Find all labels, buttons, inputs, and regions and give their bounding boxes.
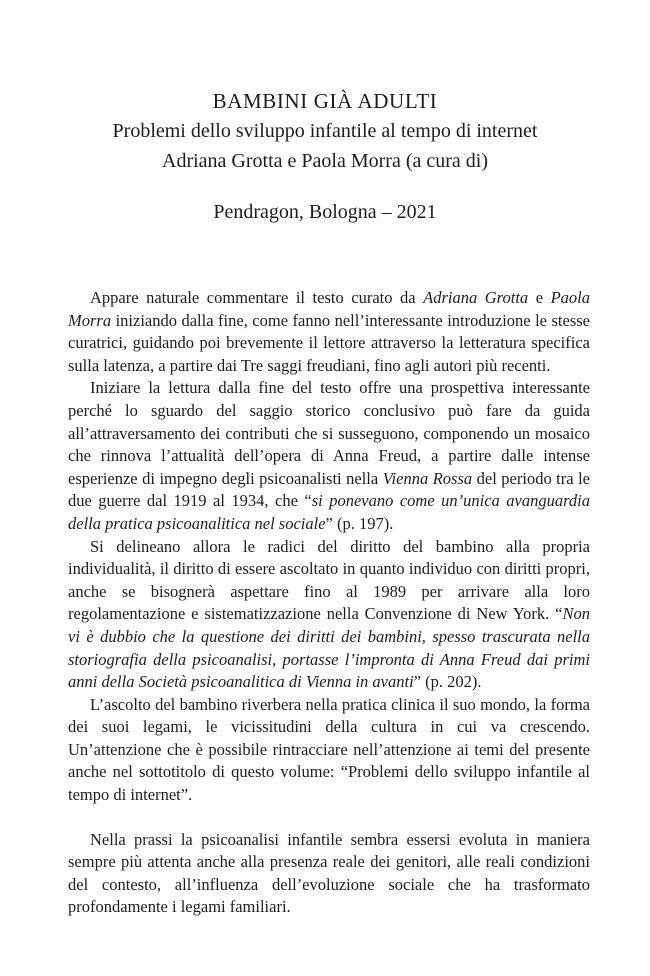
book-subtitle: Problemi dello sviluppo infantile al tempo di internet xyxy=(112,120,538,142)
italic-text: Adriana Grotta xyxy=(423,288,529,307)
review-body xyxy=(68,287,590,919)
review-paragraph xyxy=(68,694,590,807)
book-header xyxy=(0,86,650,176)
book-publisher: Pendragon, Bologna – 2021 xyxy=(213,201,437,223)
text-run: Appare naturale commentare il testo curato da xyxy=(90,288,424,307)
text-run: Si delineano allora le radici del diritto del bambino alla propria individualità, il diritto di essere ascoltato in quanto individuo con diritti propri, anche se bisognerà aspettare fino al 1989 per arrivare alla loro regolamentazione e sistematizzazione nella Convenzione di New York. “ xyxy=(68,536,590,624)
review-paragraph xyxy=(68,377,590,535)
review-paragraph xyxy=(68,829,590,919)
text-run: ” (p. 202). xyxy=(413,672,482,692)
book-title: BAMBINI GIÀ ADULTI xyxy=(212,89,438,113)
text-run: e xyxy=(528,288,551,307)
text-run: Iniziare la lettura dalla fine del testo offre una prospettiva interessante perché lo sguardo del saggio storico conclusivo può fare da guida all’attraversamento dei contributi che si susseguono, componendo un mosaico che rinnova l’attualità dell’opera di Anna Freud, a partire dalle intense esperienze di impegno degli psicoanalisti nella xyxy=(68,378,590,488)
text-run: Nella prassi la psicoanalisi infantile sembra essersi evoluta in maniera sempre più attenta anche alla presenza reale dei genitori, alle reali condizioni del contesto, all’influenza dell’evoluzione sociale che ha trasformato profondamente i legami familiari. xyxy=(68,829,590,917)
text-run: L’ascolto del bambino riverbera nella pratica clinica il suo mondo, la forma dei suoi legami, le vicissitudini della cultura in cui va crescendo. Un’attenzione che è possibile rintracciare nell’attenzione ai temi del presente anche nel sottotitolo di questo volume: “Problemi dello sviluppo infantile al tempo di internet”. xyxy=(68,694,590,805)
italic-text: Vienna Rossa xyxy=(382,468,473,488)
review-paragraph xyxy=(68,287,590,377)
italic-text: si ponevano come un’unica avanguardia della pratica psicoanalitica nel sociale xyxy=(68,491,590,533)
review-paragraph xyxy=(68,536,590,694)
text-run: del periodo tra le due guerre dal 1919 al 1934, che “ xyxy=(68,468,590,511)
italic-text: Non vi è dubbio che la questione dei diritti dei bambini, spesso trascurata nella storiografia della psicoanalisi, portasse l’impronta di Anna Freud dai primi anni della Società psicoanalitica di Vienna in avanti xyxy=(68,604,590,692)
text-run: iniziando dalla fine, come fanno nell’interessante introduzione le stesse curatrici, guidando poi brevemente il lettore attraverso la letteratura specifica sulla latenza, a partire dai Tre saggi freudiani, fino agli autori più recenti. xyxy=(68,310,590,375)
italic-text: Paola Morra xyxy=(68,288,590,330)
book-editors: Adriana Grotta e Paola Morra (a cura di) xyxy=(162,150,488,172)
text-run: ” (p. 197). xyxy=(325,513,394,533)
